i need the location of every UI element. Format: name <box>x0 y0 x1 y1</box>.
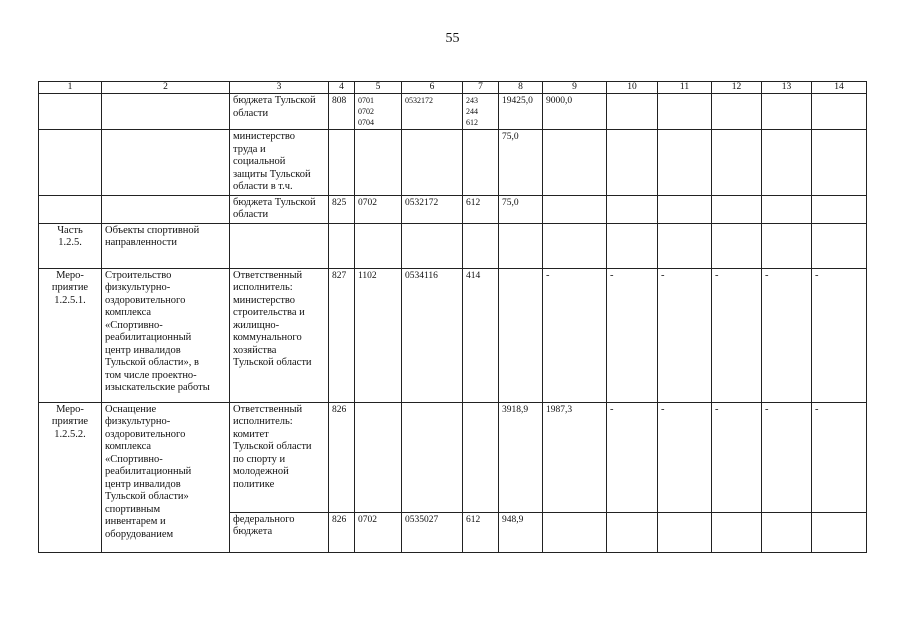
table-cell <box>812 195 867 223</box>
table-cell <box>607 195 658 223</box>
table-cell <box>607 94 658 130</box>
cell-line: политике <box>233 478 275 490</box>
table-cell <box>762 223 812 268</box>
table-row <box>39 94 867 130</box>
table-cell: 826 <box>329 512 355 552</box>
cell-line: физкультурно- <box>105 282 171 293</box>
cell-line: 0701 <box>358 96 374 105</box>
header-cell: 3 <box>230 82 329 94</box>
cell-line: оборудованием <box>105 528 174 540</box>
section-label-cell <box>39 223 102 268</box>
cell-line: комплекса <box>105 307 152 318</box>
cell-line: том числе проектно- <box>105 369 197 381</box>
cell-line: бюджета Тульской <box>233 196 316 208</box>
table-cell <box>402 130 463 196</box>
cell-line: Оснащение <box>105 403 157 415</box>
table-cell: 0702 <box>355 195 402 223</box>
cell-line: исполнитель: <box>233 282 293 293</box>
cell-line: спортивным <box>105 503 161 515</box>
table-cell <box>607 130 658 196</box>
cell-line: изыскательские работы <box>105 382 210 393</box>
header-cell: 2 <box>102 82 230 94</box>
table-cell <box>102 268 230 402</box>
table-cell <box>230 402 329 512</box>
table-cell <box>812 512 867 552</box>
table-cell <box>230 512 329 552</box>
cell-line: физкультурно- <box>105 416 171 427</box>
table-cell <box>463 402 499 512</box>
cell-line: по спорту и <box>233 453 286 465</box>
table-cell <box>543 195 607 223</box>
cell-line: оздоровительного <box>105 294 186 306</box>
table-cell <box>402 223 463 268</box>
table-cell <box>812 94 867 130</box>
dash-cell: - <box>607 268 658 402</box>
cell-line: Часть <box>57 224 83 236</box>
cell-line: приятие <box>51 416 89 427</box>
cell-line: центр инвалидов <box>105 344 181 356</box>
header-cell: 8 <box>499 82 543 94</box>
cell-line: Ответственный <box>233 269 303 281</box>
cell-line: труда и <box>233 143 266 155</box>
table-cell <box>812 223 867 268</box>
cell-line: «Спортивно- <box>105 319 163 331</box>
cell-line: комитет <box>233 428 269 440</box>
cell-line: хозяйства <box>233 344 277 356</box>
cell-line: области <box>233 209 269 220</box>
header-row <box>39 82 867 94</box>
dash-cell: - <box>712 402 762 512</box>
cell-line: приятие <box>51 282 89 293</box>
table-cell <box>463 223 499 268</box>
table-cell <box>712 94 762 130</box>
table-cell: 827 <box>329 268 355 402</box>
table-cell: 1987,3 <box>543 402 607 512</box>
table-cell <box>39 94 102 130</box>
table-cell <box>712 512 762 552</box>
table-cell <box>762 94 812 130</box>
table-cell <box>102 94 230 130</box>
table-cell: 0702 <box>355 512 402 552</box>
table-cell <box>762 130 812 196</box>
cell-line: 243 <box>466 96 478 105</box>
cell-line: комплекса <box>105 441 152 452</box>
table-cell <box>230 223 329 268</box>
cell-line: направленности <box>105 237 178 248</box>
dash-cell: - <box>658 268 712 402</box>
table-cell <box>543 512 607 552</box>
table-cell: 75,0 <box>499 195 543 223</box>
table-cell <box>499 223 543 268</box>
cell-line: 1.2.5.1. <box>54 294 86 306</box>
table-cell <box>463 130 499 196</box>
table-cell: 0532172 <box>402 94 463 130</box>
cell-line: жилищно- <box>233 319 280 331</box>
cell-line: министерство <box>233 131 296 142</box>
table-cell <box>762 512 812 552</box>
dash-cell: - <box>812 268 867 402</box>
header-cell: 9 <box>543 82 607 94</box>
table-cell <box>543 223 607 268</box>
table-row <box>39 195 867 223</box>
header-cell: 1 <box>39 82 102 94</box>
header-cell: 4 <box>329 82 355 94</box>
dash-cell: - <box>658 402 712 512</box>
table-cell <box>39 130 102 196</box>
table-cell <box>658 195 712 223</box>
cell-line: Меро- <box>56 269 84 281</box>
table-cell: 612 <box>463 195 499 223</box>
cell-line: 1.2.5.2. <box>54 428 86 440</box>
cell-line: Меро- <box>56 403 84 415</box>
cell-line: министерство <box>233 294 296 306</box>
cell-line: коммунального <box>233 332 302 343</box>
cell-line: 1.2.5. <box>58 237 82 248</box>
cell-line: 244 <box>466 107 478 116</box>
table-cell: 826 <box>329 402 355 512</box>
page-number: 55 <box>445 31 460 46</box>
dash-cell: - <box>607 402 658 512</box>
header-cell: 10 <box>607 82 658 94</box>
header-cell: 11 <box>658 82 712 94</box>
cell-line: Объекты спортивной <box>105 224 200 236</box>
cell-line: 0702 <box>358 107 374 116</box>
table-row <box>39 130 867 196</box>
table-cell: 1102 <box>355 268 402 402</box>
table-cell: 0535027 <box>402 512 463 552</box>
cell-line: исполнитель: <box>233 416 293 427</box>
table-cell <box>355 402 402 512</box>
table-cell <box>658 94 712 130</box>
dash-cell: - <box>712 268 762 402</box>
table-cell <box>463 94 499 130</box>
cell-line: реабилитационный <box>105 332 192 343</box>
table-cell <box>355 223 402 268</box>
header-cell: 5 <box>355 82 402 94</box>
table-cell <box>402 402 463 512</box>
table-cell <box>607 512 658 552</box>
table-row <box>39 223 867 268</box>
table-cell <box>712 195 762 223</box>
table-cell: 825 <box>329 195 355 223</box>
cell-line: социальной <box>233 156 286 167</box>
table-cell <box>658 512 712 552</box>
table-cell <box>39 195 102 223</box>
cell-line: «Спортивно- <box>105 453 163 465</box>
header-cell: 14 <box>812 82 867 94</box>
header-cell: 6 <box>402 82 463 94</box>
table-cell <box>102 223 230 268</box>
header-cell: 7 <box>463 82 499 94</box>
table-cell <box>329 130 355 196</box>
cell-line: молодежной <box>233 466 289 477</box>
table-cell <box>762 195 812 223</box>
cell-line: центр инвалидов <box>105 478 181 490</box>
table-cell: 414 <box>463 268 499 402</box>
table-cell <box>607 223 658 268</box>
table-cell <box>230 94 329 130</box>
header-cell: 12 <box>712 82 762 94</box>
table-cell: 808 <box>329 94 355 130</box>
section-label-cell <box>39 268 102 402</box>
table-cell <box>102 402 230 552</box>
dash-cell: - <box>812 402 867 512</box>
table-cell: 3918,9 <box>499 402 543 512</box>
cell-line: реабилитационный <box>105 466 192 477</box>
table-cell <box>329 223 355 268</box>
table-row <box>39 402 867 512</box>
dash-cell: - <box>762 402 812 512</box>
cell-line: Ответственный <box>233 403 303 415</box>
cell-line: 612 <box>466 118 478 127</box>
cell-line: бюджета Тульской <box>233 95 316 106</box>
cell-line: Тульской области», в <box>105 357 199 368</box>
dash-cell: - <box>762 268 812 402</box>
table-cell <box>230 195 329 223</box>
table-cell <box>102 195 230 223</box>
cell-line: бюджета <box>233 526 273 537</box>
cell-line: Тульской области» <box>105 491 189 502</box>
cell-line: Тульской области <box>233 357 312 368</box>
cell-line: области в т.ч. <box>233 181 293 192</box>
cell-line: защиты Тульской <box>233 168 311 180</box>
table-cell <box>230 268 329 402</box>
table-cell <box>230 130 329 196</box>
section-label-cell <box>39 402 102 552</box>
dash-cell: - <box>543 268 607 402</box>
table-cell: 9000,0 <box>543 94 607 130</box>
cell-line: оздоровительного <box>105 428 186 440</box>
table-cell <box>355 130 402 196</box>
table-cell: 75,0 <box>499 130 543 196</box>
table-row <box>39 268 867 402</box>
table-cell <box>658 130 712 196</box>
table-cell <box>658 223 712 268</box>
table-cell <box>812 130 867 196</box>
cell-line: федерального <box>233 513 295 525</box>
cell-line: инвентарем и <box>105 516 166 527</box>
header-cell: 13 <box>762 82 812 94</box>
table-cell <box>543 130 607 196</box>
table-cell <box>102 130 230 196</box>
table-cell: 612 <box>463 512 499 552</box>
cell-line: строительства и <box>233 307 305 318</box>
cell-line: Строительство <box>105 269 172 281</box>
table-cell <box>712 130 762 196</box>
table-cell <box>712 223 762 268</box>
cell-line: области <box>233 107 269 119</box>
table-cell: 948,9 <box>499 512 543 552</box>
table-cell: 19425,0 <box>499 94 543 130</box>
cell-line: Тульской области <box>233 441 312 452</box>
table-cell <box>355 94 402 130</box>
table-cell: 0534116 <box>402 268 463 402</box>
table-cell: 0532172 <box>402 195 463 223</box>
cell-line: 0704 <box>358 118 374 127</box>
budget-table <box>38 81 867 553</box>
table-cell <box>499 268 543 402</box>
